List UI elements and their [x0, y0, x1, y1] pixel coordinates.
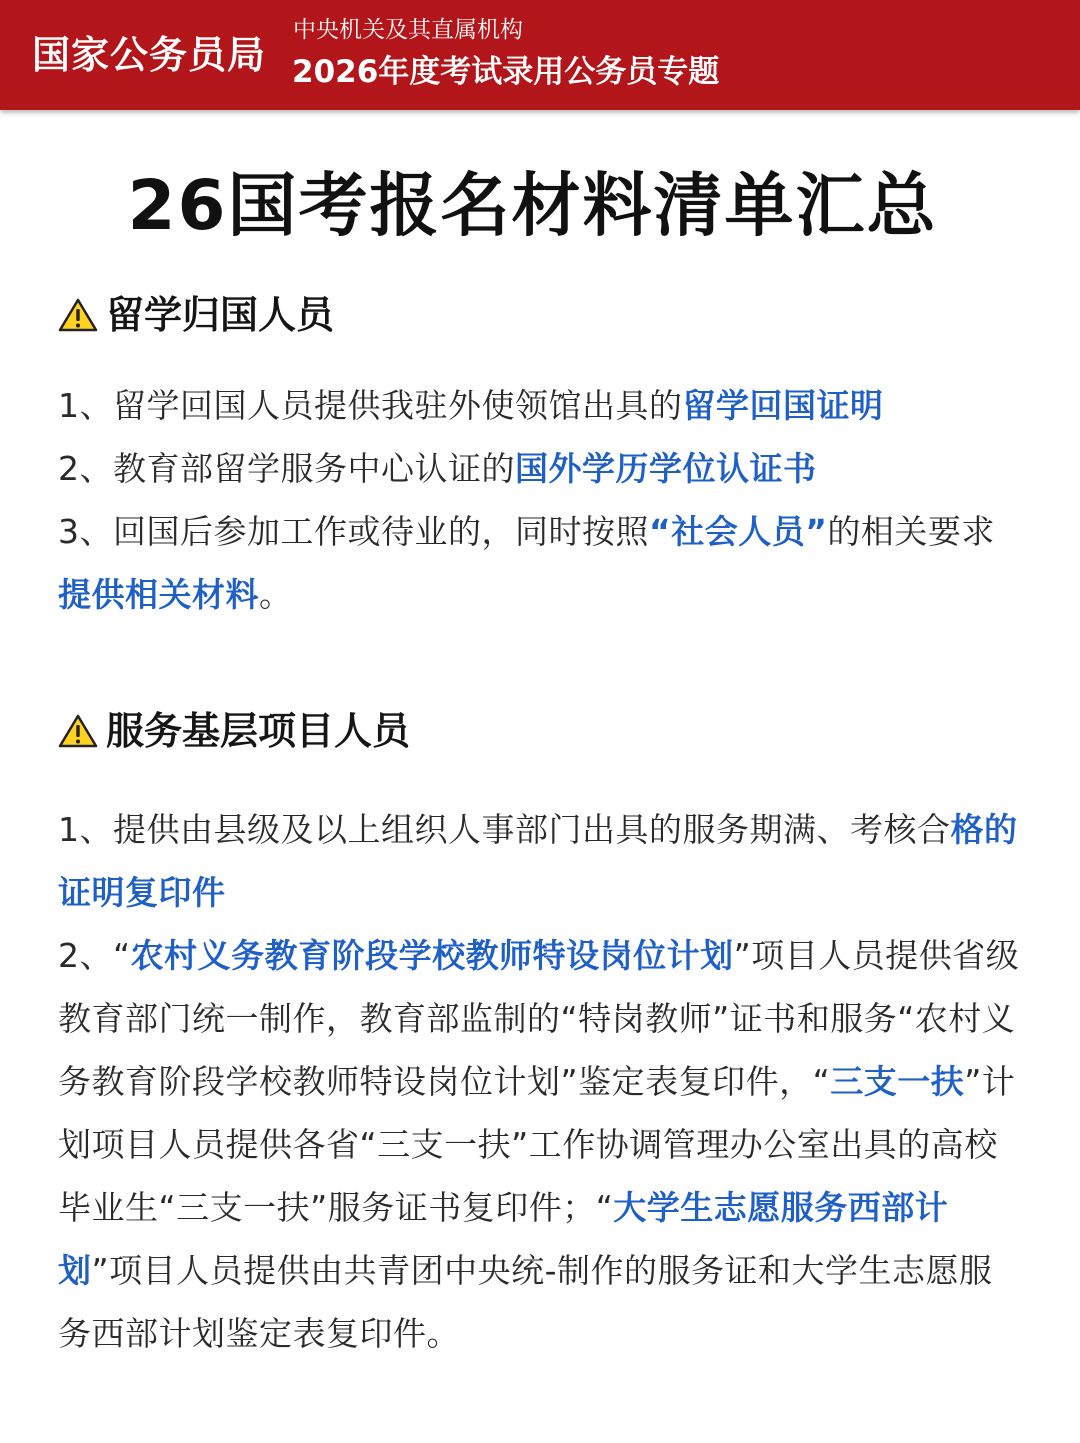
highlight-text: “社会人员” — [649, 512, 828, 551]
highlight-text: 留学回国证明 — [682, 386, 884, 425]
highlight-text: 格的证明复印件 — [58, 810, 1018, 912]
header-banner — [0, 0, 1080, 110]
item-text: 1、提供由县级及以上组织人事部门出具的服务期满、考核合 — [58, 810, 951, 849]
header-subtitle-top: 中央机关及其直属机构 — [293, 17, 523, 43]
item-text: 2、“ — [58, 936, 131, 975]
list-item — [58, 437, 1020, 500]
list-item — [58, 374, 1020, 437]
warning-icon — [58, 297, 98, 333]
highlight-text: 提供相关材料 — [58, 575, 259, 614]
section-heading-returnees — [58, 290, 334, 340]
item-text: ”计划项目人员提供各省“三支一扶”工作协调管理办公室出具的高校毕业生“三支一扶”服务证书复印件；“ — [58, 1062, 1016, 1227]
page-title: 26国考报名材料清单汇总 — [127, 166, 938, 246]
item-text: 2、教育部留学服务中心认证的 — [58, 449, 515, 488]
item-text: ”项目人员提供省级教育部门统一制作，教育部监制的“特岗教师”证书和服务“农村义务教育阶段学校教师特设岗位计划”鉴定表复印件，“ — [58, 936, 1020, 1101]
section-body-returnees — [58, 374, 1020, 626]
section-body-grassroots — [58, 798, 1020, 1365]
highlight-text: 大学生志愿服务西部计划 — [58, 1188, 949, 1290]
list-item — [58, 798, 1020, 924]
warning-icon — [58, 713, 98, 749]
list-item — [58, 924, 1020, 1365]
section-heading-grassroots — [58, 706, 410, 756]
item-text: 3、回国后参加工作或待业的，同时按照 — [58, 512, 649, 551]
item-text: 。 — [259, 575, 293, 614]
brand-name: 国家公务员局 — [32, 33, 267, 77]
header-subtitle-main: 2026年度考试录用公务员专题 — [292, 54, 720, 90]
list-item — [58, 500, 1020, 626]
highlight-text: 三支一扶 — [830, 1062, 965, 1101]
item-text: ”项目人员提供由共青团中央统-制作的服务证和大学生志愿服务西部计划鉴定表复印件。 — [58, 1251, 993, 1353]
item-text: 1、留学回国人员提供我驻外使领馆出具的 — [58, 386, 683, 425]
highlight-text: 农村义务教育阶段学校教师特设岗位计划 — [130, 936, 734, 975]
highlight-text: 国外学历学位认证书 — [515, 449, 817, 488]
section-title: 服务基层项目人员 — [106, 709, 411, 753]
section-title: 留学归国人员 — [106, 293, 335, 337]
item-text: 的相关要求 — [827, 512, 995, 551]
